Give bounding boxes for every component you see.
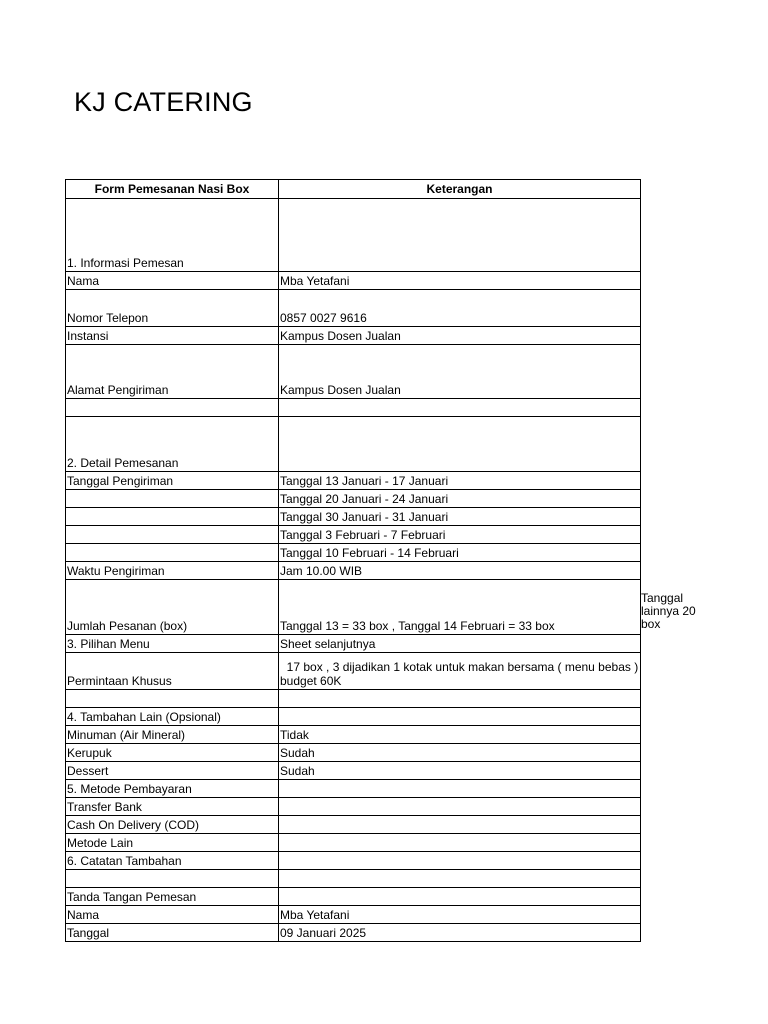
row-value: 17 box , 3 dijadikan 1 kotak untuk makan bersama ( menu bebas ) budget 60K [279, 653, 641, 690]
table-row [66, 327, 641, 345]
table-row [66, 345, 641, 399]
table-row [66, 816, 641, 834]
table-row [66, 924, 641, 942]
row-label [66, 870, 279, 888]
row-label: Kerupuk [66, 744, 279, 762]
section-row-tanda-tangan [66, 888, 641, 906]
row-value: Sheet selanjutnya [279, 635, 641, 653]
section-row-tambahan-lain [66, 708, 641, 726]
table-row [66, 653, 641, 690]
row-label: Instansi [66, 327, 279, 345]
row-label: Nomor Telepon [66, 290, 279, 327]
table-row [66, 490, 641, 508]
row-value [279, 780, 641, 798]
row-value: Mba Yetafani [279, 272, 641, 290]
row-label: Metode Lain [66, 834, 279, 852]
row-value [279, 834, 641, 852]
row-label: 2. Detail Pemesanan [66, 417, 279, 472]
row-value [279, 888, 641, 906]
header-keterangan: Keterangan [279, 180, 641, 199]
row-label: 5. Metode Pembayaran [66, 780, 279, 798]
section-row-detail-pemesanan [66, 417, 641, 472]
row-value: Tanggal 13 = 33 box , Tanggal 14 Februari = 33 box [279, 580, 641, 635]
row-value: Tanggal 20 Januari - 24 Januari [279, 490, 641, 508]
table-row [66, 690, 641, 708]
row-value [279, 708, 641, 726]
row-label: 3. Pilihan Menu [66, 635, 279, 653]
table-row [66, 562, 641, 580]
table-row [66, 526, 641, 544]
table-row [66, 272, 641, 290]
row-value: Sudah [279, 762, 641, 780]
row-label: Tanggal Pengiriman [66, 472, 279, 490]
table-row [66, 290, 641, 327]
section-row-informasi-pemesan [66, 199, 641, 272]
row-label: Nama [66, 272, 279, 290]
row-label [66, 526, 279, 544]
table-row [66, 798, 641, 816]
row-label: Transfer Bank [66, 798, 279, 816]
row-value [279, 690, 641, 708]
row-label [66, 690, 279, 708]
row-value [279, 399, 641, 417]
row-value: Jam 10.00 WIB [279, 562, 641, 580]
row-value: Tanggal 3 Februari - 7 Februari [279, 526, 641, 544]
table-row [66, 762, 641, 780]
table-row [66, 906, 641, 924]
section-row-metode-pembayaran [66, 780, 641, 798]
table-row [66, 399, 641, 417]
row-label: Cash On Delivery (COD) [66, 816, 279, 834]
row-value: Tidak [279, 726, 641, 744]
row-label: 4. Tambahan Lain (Opsional) [66, 708, 279, 726]
page-title: KJ CATERING [74, 87, 253, 117]
row-value: Tanggal 30 Januari - 31 Januari [279, 508, 641, 526]
table-row [66, 508, 641, 526]
table-row [66, 472, 641, 490]
row-value: 09 Januari 2025 [279, 924, 641, 942]
row-label: Dessert [66, 762, 279, 780]
header-form-pemesanan: Form Pemesanan Nasi Box [66, 180, 279, 199]
section-row-pilihan-menu [66, 635, 641, 653]
row-label: Jumlah Pesanan (box) [66, 580, 279, 635]
table-row [66, 744, 641, 762]
row-value [279, 816, 641, 834]
section-row-catatan-tambahan [66, 852, 641, 870]
row-label: 6. Catatan Tambahan [66, 852, 279, 870]
row-label: Alamat Pengiriman [66, 345, 279, 399]
row-value [279, 417, 641, 472]
table-row [66, 544, 641, 562]
side-note: Tanggal lainnya 20 box [641, 591, 696, 631]
table-row [66, 580, 641, 635]
row-label: Nama [66, 906, 279, 924]
row-value: Kampus Dosen Jualan [279, 327, 641, 345]
row-label: Tanggal [66, 924, 279, 942]
table-row [66, 834, 641, 852]
table-row [66, 870, 641, 888]
row-label [66, 399, 279, 417]
row-label: Waktu Pengiriman [66, 562, 279, 580]
row-value [279, 852, 641, 870]
row-value [279, 798, 641, 816]
table-row [66, 726, 641, 744]
row-value: 0857 0027 9616 [279, 290, 641, 327]
row-value: Sudah [279, 744, 641, 762]
table-header-row [66, 180, 641, 199]
row-value [279, 870, 641, 888]
row-label: 1. Informasi Pemesan [66, 199, 279, 272]
row-value: Tanggal 10 Februari - 14 Februari [279, 544, 641, 562]
row-label [66, 508, 279, 526]
row-value [279, 199, 641, 272]
row-value: Tanggal 13 Januari - 17 Januari [279, 472, 641, 490]
row-label: Tanda Tangan Pemesan [66, 888, 279, 906]
row-label: Permintaan Khusus [66, 653, 279, 690]
row-label: Minuman (Air Mineral) [66, 726, 279, 744]
row-value: Mba Yetafani [279, 906, 641, 924]
order-form-table [65, 179, 641, 942]
row-label [66, 544, 279, 562]
row-label [66, 490, 279, 508]
row-value: Kampus Dosen Jualan [279, 345, 641, 399]
